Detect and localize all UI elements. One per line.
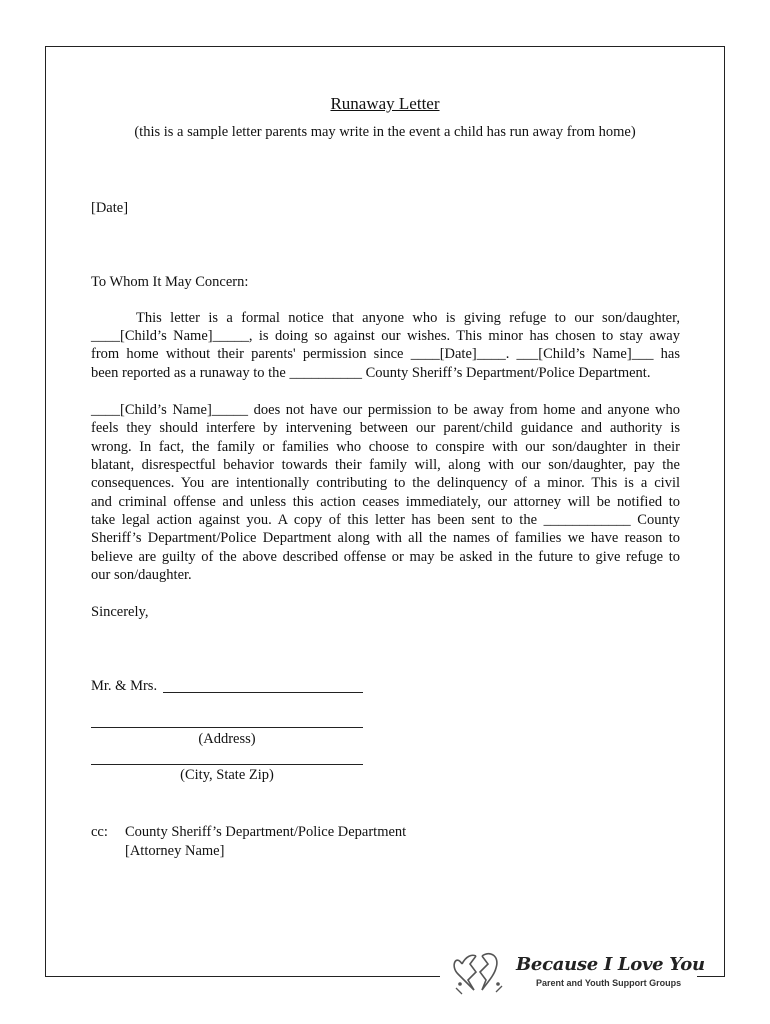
letter-title: Runaway Letter	[330, 94, 440, 113]
line-text: blatant, disrespectful behavior towards their family will, along with our son/daughter, pay the	[91, 457, 680, 473]
address-line	[91, 727, 363, 728]
bottom-border-left	[45, 976, 440, 977]
paragraph-line	[91, 548, 680, 566]
city-line	[91, 764, 363, 765]
because-i-love-you-logo	[450, 950, 705, 998]
paragraph-line	[136, 309, 680, 327]
line-text: Sheriff’s Department/Police Department along with all the names of families we have reason to	[91, 530, 680, 546]
paragraph-line	[91, 419, 680, 437]
logo-subtitle: Parent and Youth Support Groups	[536, 978, 682, 988]
line-text: consequences. You are intentionally contributing to the delinquency of a minor. This is a civil	[91, 475, 680, 491]
line-text: believe are guilty of the above described offense or may be asked in the future to give refuge to	[91, 549, 680, 565]
cc-line-2: [Attorney Name]	[125, 843, 225, 859]
paragraph-line	[91, 456, 680, 474]
date-placeholder: [Date]	[91, 200, 129, 216]
line-text: wrong. In fact, the family or families who choose to conspire with our son/daughter in their	[91, 439, 680, 455]
paragraph-line	[91, 529, 680, 547]
signature-name-line	[163, 692, 363, 693]
paragraph-line	[91, 364, 650, 382]
closing: Sincerely,	[91, 604, 149, 620]
line-text: feels they should interfere by intervening between our parent/child guidance and authority is	[91, 420, 680, 436]
address-label: (Address)	[198, 731, 256, 747]
line-text: from home without their parents' permission since ____[Date]____. ___[Child’s Name]___ has	[91, 346, 680, 362]
logo-title: Because I Love You	[516, 954, 705, 975]
paragraph-line	[91, 327, 680, 345]
line-text: ____[Child’s Name]_____, is doing so against our wishes. This minor has chosen to stay away	[91, 328, 680, 344]
paragraph-line	[91, 511, 680, 529]
city-label: (City, State Zip)	[180, 767, 274, 783]
paragraph-line	[91, 493, 680, 511]
signature-name-label: Mr. & Mrs.	[91, 678, 158, 694]
paragraph-line	[91, 438, 680, 456]
line-text: our son/daughter.	[91, 567, 192, 583]
letter-subtitle: (this is a sample letter parents may write in the event a child has run away from home)	[134, 124, 636, 140]
line-text: been reported as a runaway to the __________ County Sheriff’s Department/Police Department.	[91, 365, 651, 381]
broken-heart-icon	[452, 950, 514, 996]
cc-line-1: County Sheriff’s Department/Police Department	[125, 824, 407, 840]
line-text: This letter is a formal notice that anyone who is giving refuge to our son/daughter,	[136, 310, 680, 326]
salutation: To Whom It May Concern:	[91, 274, 249, 290]
line-text: take legal action against you. A copy of this letter has been sent to the ____________ County	[91, 512, 680, 528]
cc-label: cc:	[91, 824, 108, 840]
line-text: and criminal offense and unless this action ceases immediately, our attorney will be notified to	[91, 494, 680, 510]
paragraph-line	[91, 345, 680, 363]
paragraph-line	[91, 566, 192, 584]
paragraph-line	[91, 401, 680, 419]
paragraph-line	[91, 474, 680, 492]
line-text: ____[Child’s Name]_____ does not have our permission to be away from home and anyone who	[91, 402, 680, 418]
bottom-border-right	[697, 976, 724, 977]
